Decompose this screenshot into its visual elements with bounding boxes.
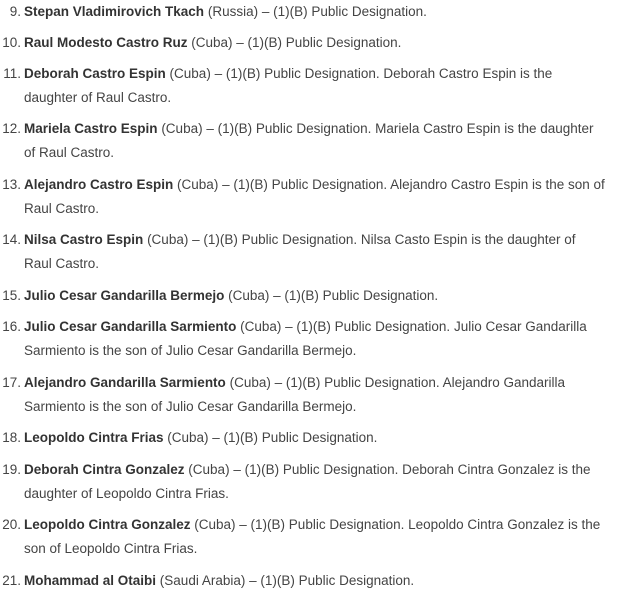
item-name: Stepan Vladimirovich Tkach [24, 4, 205, 19]
list-item [0, 0, 605, 24]
item-designation: – (1)(B) Public Designation. [188, 232, 358, 247]
item-country: (Cuba) [191, 35, 233, 50]
item-number: 17. [2, 375, 21, 390]
list-item [0, 315, 605, 363]
item-name: Leopoldo Cintra Frias [24, 430, 164, 445]
item-designation: – (1)(B) Public Designation. [270, 375, 440, 390]
item-name: Deborah Castro Espin [24, 66, 166, 81]
item-designation: – (1)(B) Public Designation. [269, 288, 439, 303]
item-number: 14. [2, 232, 21, 247]
item-number: 15. [2, 288, 21, 303]
list-item [0, 173, 605, 221]
list-item [0, 31, 605, 55]
item-name: Alejandro Gandarilla Sarmiento [24, 375, 226, 390]
list-item [0, 513, 605, 561]
item-name: Alejandro Castro Espin [24, 177, 174, 192]
item-country: (Cuba) [177, 177, 219, 192]
item-note: Nilsa Casto Espin is the daughter of Raul Castro. [24, 232, 576, 271]
item-designation: – (1)(B) Public Designation. [232, 35, 402, 50]
item-name: Julio Cesar Gandarilla Bermejo [24, 288, 225, 303]
item-note: Julio Cesar Gandarilla Sarmiento is the son of Julio Cesar Gandarilla Bermejo. [24, 319, 587, 358]
item-country: (Russia) [207, 4, 259, 19]
item-designation: – (1)(B) Public Designation. [281, 319, 451, 334]
item-country: (Cuba) [229, 375, 271, 390]
item-country: (Saudi Arabia) [159, 573, 246, 588]
item-designation: – (1)(B) Public Designation. [218, 177, 388, 192]
item-country: (Cuba) [161, 121, 203, 136]
list-item [0, 117, 605, 165]
list-item [0, 284, 605, 308]
item-name: Raul Modesto Castro Ruz [24, 35, 188, 50]
list-item [0, 569, 605, 593]
item-country: (Cuba) [169, 66, 211, 81]
item-number: 20. [2, 517, 21, 532]
item-designation: – (1)(B) Public Designation. [235, 517, 405, 532]
item-name: Nilsa Castro Espin [24, 232, 144, 247]
item-note: Deborah Cintra Gonzalez is the daughter of Leopoldo Cintra Frias. [24, 462, 591, 501]
list-item [0, 62, 605, 110]
item-number: 21. [2, 573, 21, 588]
item-country: (Cuba) [188, 462, 230, 477]
item-name: Mariela Castro Espin [24, 121, 158, 136]
item-designation: – (1)(B) Public Designation. [229, 462, 399, 477]
item-designation: – (1)(B) Public Designation. [202, 121, 372, 136]
item-country: (Cuba) [240, 319, 282, 334]
item-number: 13. [2, 177, 21, 192]
item-designation: – (1)(B) Public Designation. [258, 4, 427, 19]
item-note: Mariela Castro Espin is the daughter of Raul Castro. [24, 121, 594, 160]
item-number: 9. [9, 4, 21, 19]
item-note: Leopoldo Cintra Gonzalez is the son of Leopoldo Cintra Frias. [24, 517, 601, 556]
item-country: (Cuba) [147, 232, 189, 247]
list-item [0, 458, 605, 506]
item-number: 11. [3, 66, 21, 81]
item-name: Julio Cesar Gandarilla Sarmiento [24, 319, 237, 334]
list-item [0, 228, 605, 276]
item-note: Deborah Castro Espin is the daughter of Raul Castro. [24, 66, 553, 105]
item-note: Alejandro Castro Espin is the son of Raul Castro. [24, 177, 605, 216]
item-country: (Cuba) [228, 288, 270, 303]
item-note: Alejandro Gandarilla Sarmiento is the son of Julio Cesar Gandarilla Bermejo. [24, 375, 566, 414]
list-item [0, 426, 605, 450]
list-item [0, 371, 605, 419]
item-designation: – (1)(B) Public Designation. [210, 66, 380, 81]
item-number: 18. [2, 430, 21, 445]
item-name: Mohammad al Otaibi [24, 573, 157, 588]
item-name: Leopoldo Cintra Gonzalez [24, 517, 191, 532]
item-number: 16. [2, 319, 21, 334]
item-name: Deborah Cintra Gonzalez [24, 462, 185, 477]
item-country: (Cuba) [194, 517, 236, 532]
item-designation: – (1)(B) Public Designation. [245, 573, 415, 588]
item-number: 10. [2, 35, 21, 50]
item-country: (Cuba) [167, 430, 209, 445]
item-number: 19. [2, 462, 21, 477]
item-designation: – (1)(B) Public Designation. [208, 430, 378, 445]
item-number: 12. [2, 121, 21, 136]
